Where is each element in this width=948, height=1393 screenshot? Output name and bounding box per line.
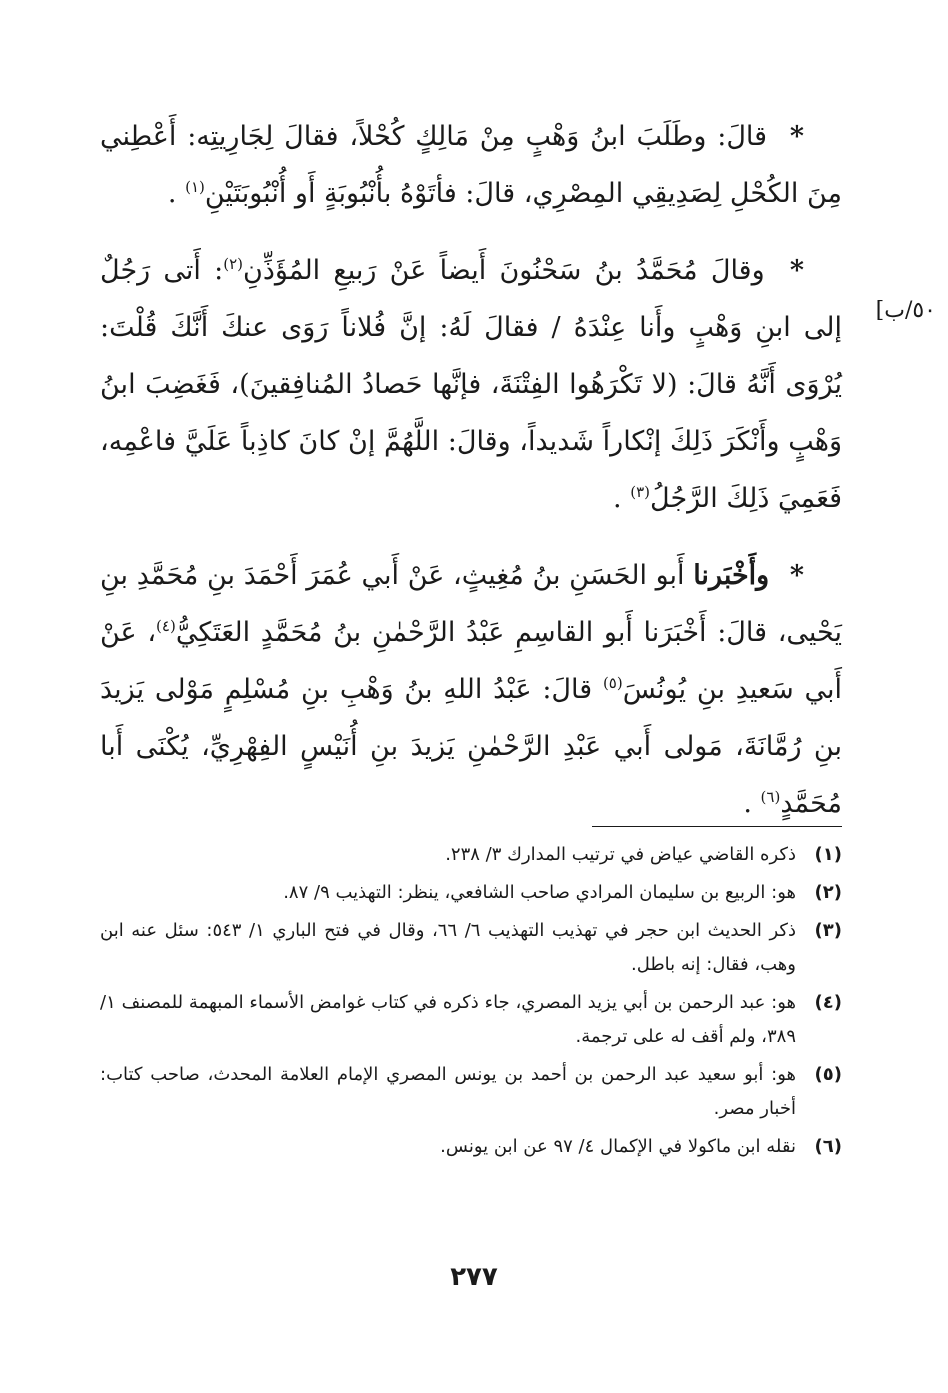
paragraph-text: قالَ: وطَلَبَ ابنُ وَهْبٍ مِنْ مَالِكٍ كُحْلاً، فقالَ لِجَارِيتِه: أَعْطِني مِنَ الكُحْلِ لِصَدِيقِي المِصْرِي، قالَ: فأتَوْهُ بأُنْبُوبَةٍ أَو أُنْبُوبَتَيْنِ bbox=[100, 121, 842, 209]
footnote-number: (٣) bbox=[814, 920, 842, 941]
paragraph-tail: . bbox=[613, 483, 622, 514]
footnote-ref-3: (٣) bbox=[630, 483, 651, 501]
paragraph-text: وقالَ مُحَمَّدُ بنُ سَحْنُونَ أَيضاً عَنْ رَبيعِ المُؤَذِّنِ bbox=[243, 255, 765, 286]
footnote-item bbox=[100, 876, 842, 910]
footnote-number: (٦) bbox=[814, 1136, 842, 1157]
footnote-ref-4: (٤) bbox=[156, 617, 176, 635]
main-text bbox=[100, 108, 842, 832]
paragraph-tail: . bbox=[167, 178, 177, 209]
paragraph-3 bbox=[100, 547, 842, 832]
footnote-ref-6: (٦) bbox=[760, 788, 781, 806]
paragraph-bullet: * bbox=[789, 121, 804, 152]
paragraph-text: أَبو الحَسَنِ بنُ مُغِيثٍ، عَنْ أَبي عُمَرَ أَحْمَدَ بنِ مُحَمَّدِ بنِ يَحْيى، قالَ: أَخْبَرَنا أَبو القاسِمِ عَبْدُ الرَّحْمٰنِ بنُ مُحَمَّدٍ العَتَكِيُّ bbox=[100, 560, 843, 648]
paragraph-text-continued: ، عَنْ أَبي سَعيدِ بنِ يُونُسَ bbox=[100, 617, 842, 705]
footnote-number: (٥) bbox=[814, 1064, 842, 1085]
footnote-item bbox=[100, 914, 842, 982]
footnote-divider bbox=[592, 826, 842, 827]
paragraph-bullet: * bbox=[789, 255, 804, 286]
footnote-ref-1: (١) bbox=[185, 178, 205, 196]
paragraph-text-continued: : أَتى رَجُلٌ إلى ابنِ وَهْبٍ وأَنا عِنْدَهُ / فقالَ لَهُ: إنَّ فُلاناً رَوَى عنكَ أَنَّكَ قُلْتَ: يُرْوَى أَنَّهُ قالَ: (لا تَكْرَهُوا الفِتْنَةَ، فإنَّها حَصادُ المُنافِقينَ)، فَغَضِبَ ابنُ وَهْبٍ وأَنْكَرَ ذَلِكَ إنْكاراً شَديداً، وقالَ: اللَّهُمَّ إنْ كانَ كاذِباً عَلَيَّ فاعْمِه، فَعَمِيَ ذَلِكَ الرَّجُلُ bbox=[100, 255, 842, 514]
footnote-text: هو: أبو سعيد عبد الرحمن بن أحمد بن يونس المصري الإمام العلامة المحدث، صاحب كتاب: أخبار مصر. bbox=[100, 1064, 796, 1119]
paragraph-lead-word: وأَخْبَرنا bbox=[693, 560, 770, 591]
footnote-item bbox=[100, 1130, 842, 1164]
footnote-item bbox=[100, 838, 842, 872]
footnote-text: هو: الربيع بن سليمان المرادي صاحب الشافعي، ينظر: التهذيب ٩/ ٨٧. bbox=[283, 882, 796, 903]
footnote-number: (٢) bbox=[814, 882, 842, 903]
page-number: ٢٧٧ bbox=[450, 1262, 498, 1292]
footnote-text: ذكر الحديث ابن حجر في تهذيب التهذيب ٦/ ٦٦، وقال في فتح الباري ١/ ٥٤٣: سئل عنه ابن وهب، فقال: إنه باطل. bbox=[100, 920, 796, 975]
footnote-number: (١) bbox=[814, 844, 842, 865]
paragraph-1 bbox=[100, 108, 842, 222]
footnote-text: هو: عبد الرحمن بن أبي يزيد المصري، جاء ذكره في كتاب غوامض الأسماء المبهمة للمصنف ١/ ٣٨٩، ولم أقف له على ترجمة. bbox=[100, 992, 796, 1047]
paragraph-text-continued: قالَ: عَبْدُ اللهِ بنُ وَهْبِ بنِ مُسْلِمٍ مَوْلى يَزيدَ بنِ رُمَّانَةَ، مَولى أَبي عَبْدِ الرَّحْمٰنِ يَزيدَ بنِ أُنَيْسٍ الفِهْرِيِّ، يُكْنَى أَبا مُحَمَّدٍ bbox=[100, 674, 842, 819]
paragraph-2 bbox=[100, 242, 842, 527]
footnote-number: (٤) bbox=[814, 992, 842, 1013]
footnote-text: نقله ابن ماكولا في الإكمال ٤/ ٩٧ عن ابن يونس. bbox=[440, 1136, 796, 1157]
footnote-item bbox=[100, 1058, 842, 1126]
footnote-text: ذكره القاضي عياض في ترتيب المدارك ٣/ ٢٣٨. bbox=[445, 844, 796, 865]
paragraph-bullet: * bbox=[789, 560, 804, 591]
manuscript-folio-marker: [٥٠/ب bbox=[875, 298, 936, 323]
footnote-ref-5: (٥) bbox=[602, 674, 623, 692]
footnotes-list bbox=[100, 838, 842, 1168]
footnote-ref-2: (٢) bbox=[223, 255, 244, 273]
footnote-item bbox=[100, 986, 842, 1054]
paragraph-tail: . bbox=[743, 788, 752, 819]
